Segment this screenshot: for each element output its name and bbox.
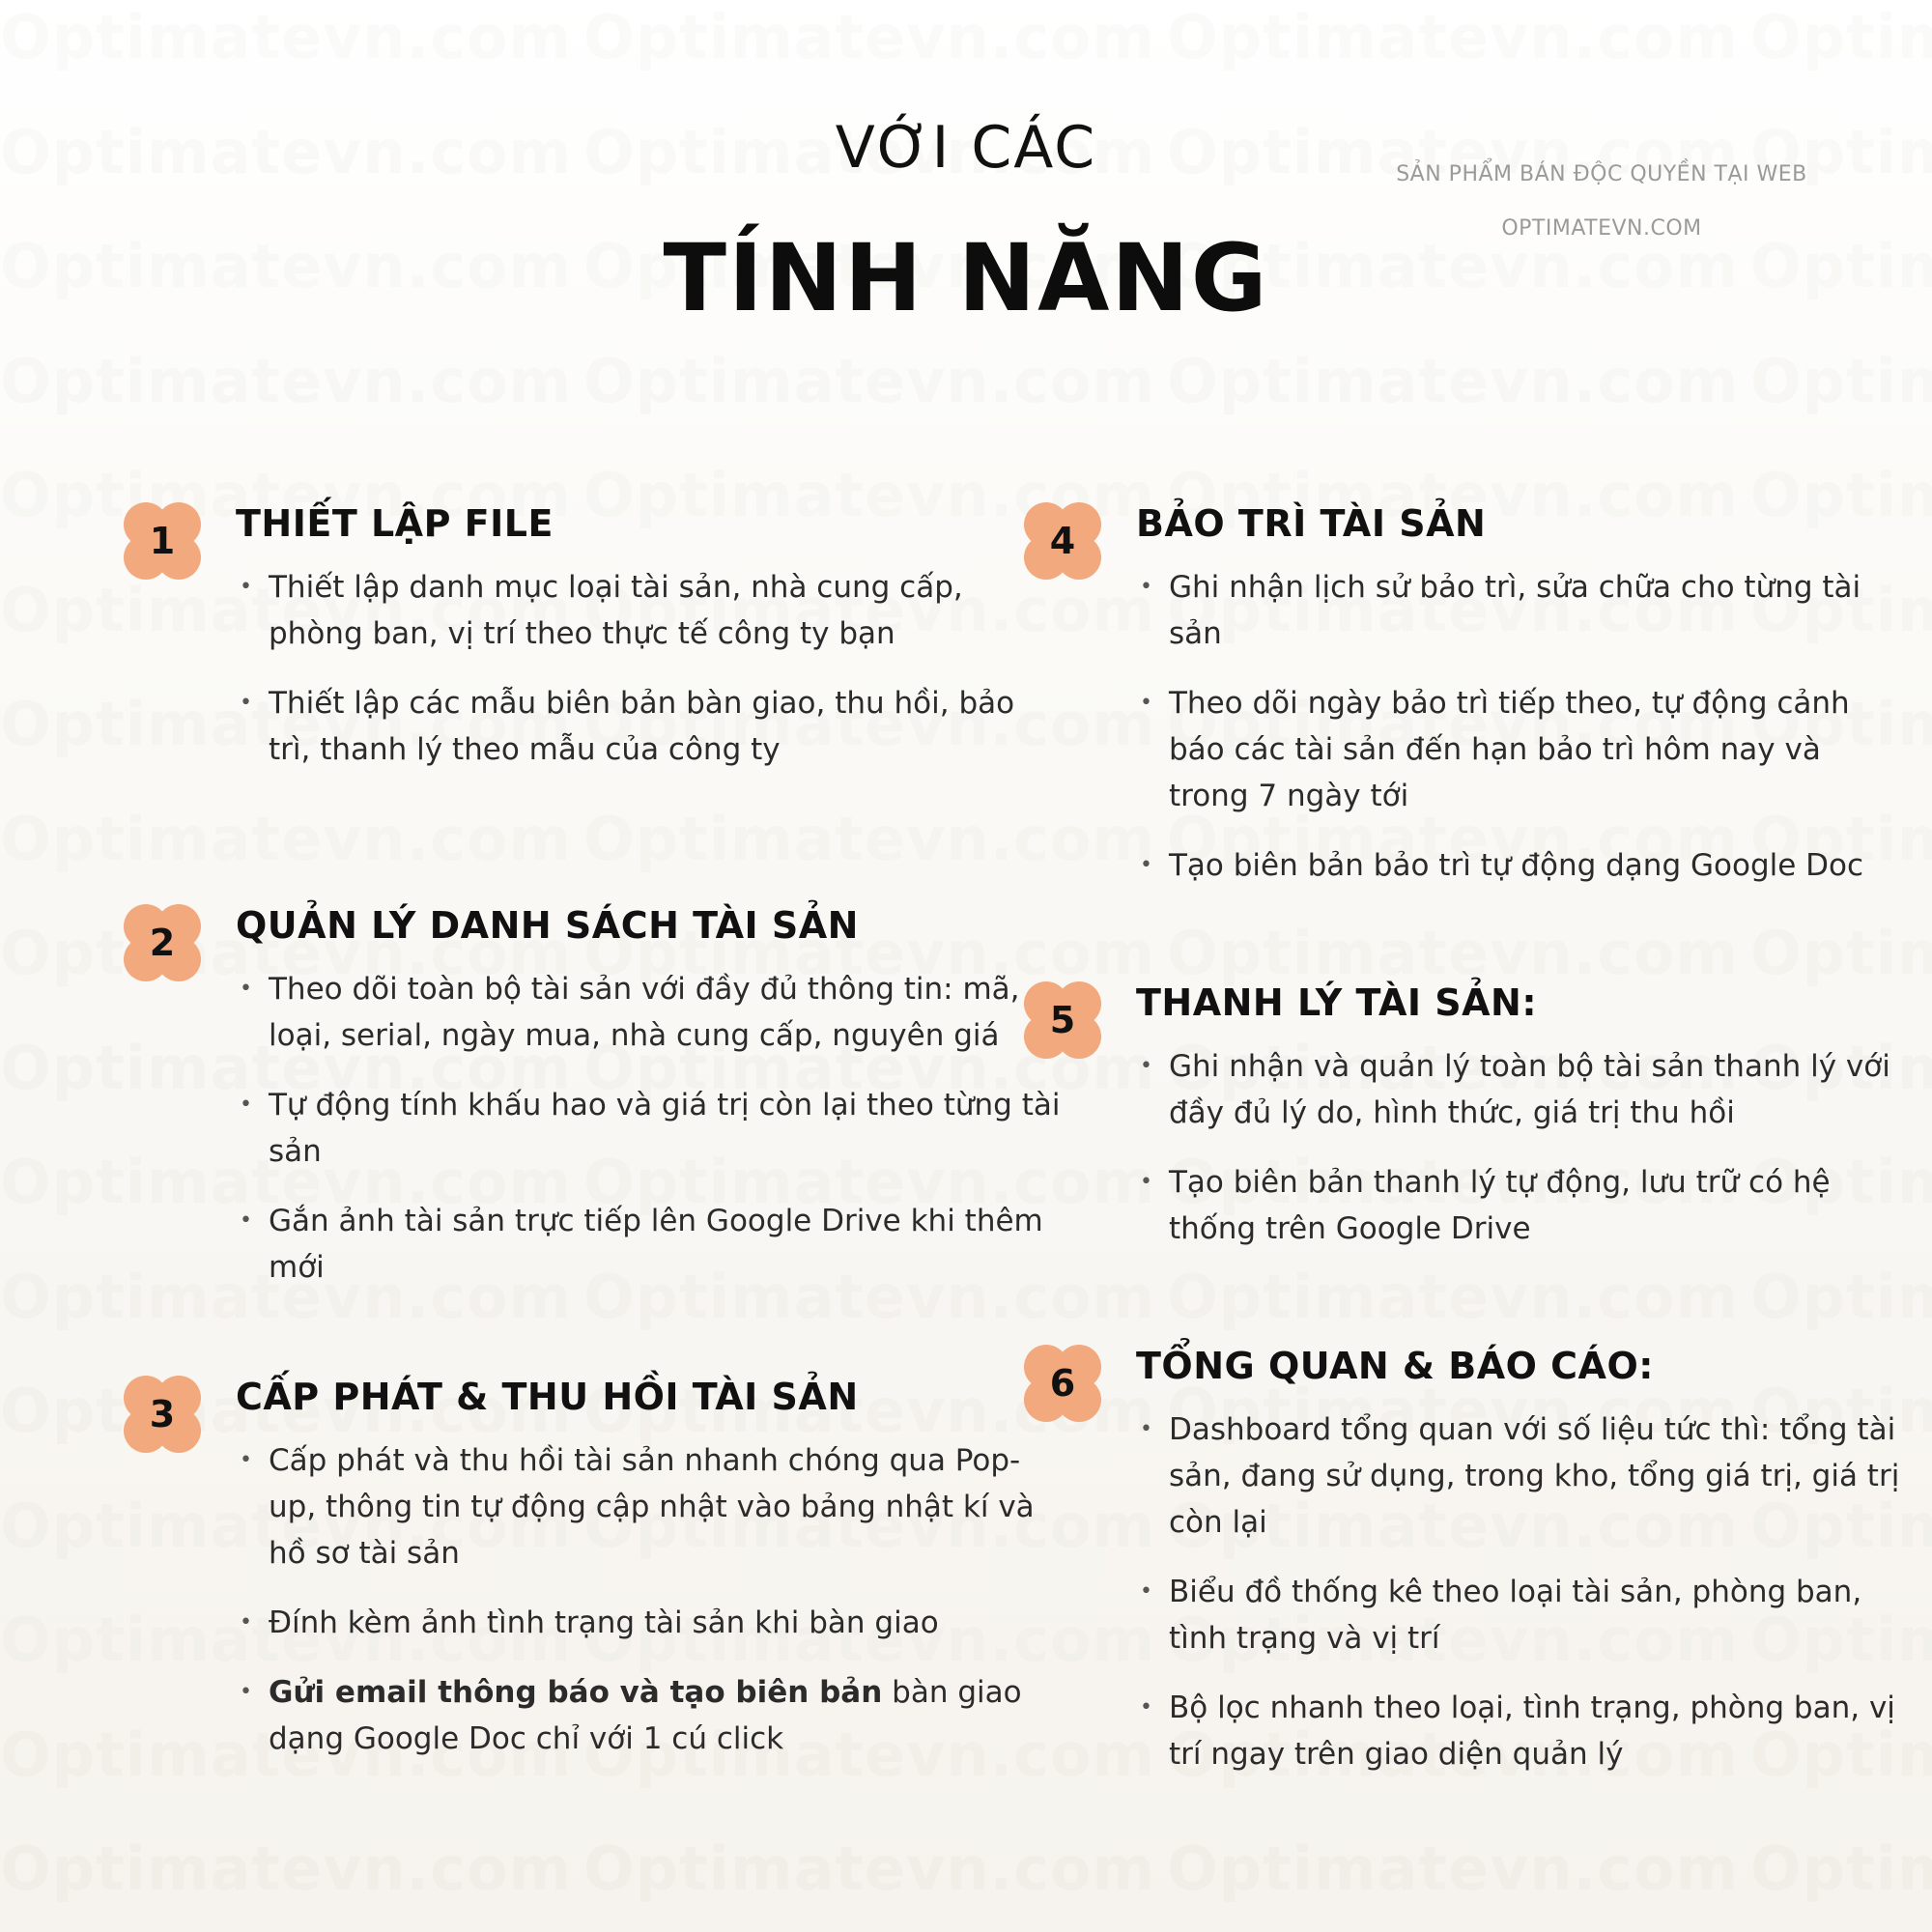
- list-item: • Ghi nhận lịch sử bảo trì, sửa chữa cho từng tài sản: [1169, 564, 1903, 657]
- list-item: • Đính kèm ảnh tình trạng tài sản khi bàn giao: [269, 1600, 1061, 1646]
- list-item: • Tạo biên bản bảo trì tự động dạng Google Doc: [1169, 842, 1903, 889]
- section-title: THIẾT LẬP FILE: [236, 502, 554, 545]
- watermark-text: [1167, 346, 1750, 416]
- header: [0, 0, 1932, 348]
- list-item: [269, 1669, 1061, 1762]
- number-badge: 6: [1024, 1345, 1101, 1422]
- page-pretitle: VỚI CÁC: [835, 114, 1097, 182]
- feature-list: [1169, 1406, 1903, 1801]
- watermark-text: [583, 1833, 1167, 1904]
- list-item: • Thiết lập danh mục loại tài sản, nhà cung cấp, phòng ban, vị trí theo thực tế công ty bạn: [269, 564, 1061, 657]
- list-item: • Cấp phát và thu hồi tài sản nhanh chóng qua Pop-up, thông tin tự động cập nhật vào bảng nhật kí và hồ sơ tài sản: [269, 1437, 1061, 1577]
- watermark-text: [0, 346, 583, 416]
- watermark-text: [0, 804, 583, 874]
- watermark-text: [1750, 1833, 1932, 1904]
- item-text: bàn giao dạng Google Doc chỉ với 1 cú click: [269, 1675, 1022, 1756]
- watermark-text: [0, 1833, 583, 1904]
- section-title: QUẢN LÝ DANH SÁCH TÀI SẢN: [236, 904, 859, 947]
- watermark-text: [1167, 918, 1750, 988]
- feature-list: [269, 966, 1061, 1314]
- feature-list: [1169, 1043, 1903, 1275]
- bold-text: Gửi email thông báo và tạo biên bản: [269, 1675, 883, 1710]
- section-title: TỔNG QUAN & BÁO CÁO:: [1136, 1345, 1654, 1387]
- number-badge: 1: [124, 502, 201, 580]
- number-badge: 2: [124, 904, 201, 981]
- watermark-text: [1750, 346, 1932, 416]
- list-item: • Thiết lập các mẫu biên bản bàn giao, thu hồi, bảo trì, thanh lý theo mẫu của công ty: [269, 680, 1061, 773]
- watermark-row: [0, 1833, 1932, 1904]
- number-badge: 4: [1024, 502, 1101, 580]
- feature-list: [1169, 564, 1903, 912]
- list-item: • Tự động tính khấu hao và giá trị còn lại theo từng tài sản: [269, 1082, 1061, 1175]
- section-title: BẢO TRÌ TÀI SẢN: [1136, 502, 1487, 545]
- feature-list: [269, 564, 1061, 796]
- feature-list: [269, 1437, 1061, 1785]
- section-title: CẤP PHÁT & THU HỒI TÀI SẢN: [236, 1376, 859, 1418]
- list-item: • Biểu đồ thống kê theo loại tài sản, phòng ban, tình trạng và vị trí: [1169, 1569, 1903, 1662]
- page-title: TÍNH NĂNG: [663, 224, 1269, 332]
- list-item: • Theo dõi toàn bộ tài sản với đầy đủ thông tin: mã, loại, serial, ngày mua, nhà cung cấp, nguyên giá: [269, 966, 1061, 1059]
- number-badge: 3: [124, 1376, 201, 1453]
- watermark-text: [583, 346, 1167, 416]
- website-note: OPTIMATEVN.COM: [1501, 216, 1702, 241]
- number-badge: 5: [1024, 981, 1101, 1059]
- list-item: • Ghi nhận và quản lý toàn bộ tài sản thanh lý với đầy đủ lý do, hình thức, giá trị thu hồi: [1169, 1043, 1903, 1136]
- watermark-text: [1750, 918, 1932, 988]
- list-item: • Gắn ảnh tài sản trực tiếp lên Google Drive khi thêm mới: [269, 1198, 1061, 1291]
- watermark-text: [1750, 460, 1932, 530]
- watermark-row: [0, 346, 1932, 416]
- list-item: • Bộ lọc nhanh theo loại, tình trạng, phòng ban, vị trí ngay trên giao diện quản lý: [1169, 1685, 1903, 1777]
- list-item: • Theo dõi ngày bảo trì tiếp theo, tự động cảnh báo các tài sản đến hạn bảo trì hôm nay và trong 7 ngày tới: [1169, 680, 1903, 819]
- watermark-text: [583, 804, 1167, 874]
- list-item: • Tạo biên bản thanh lý tự động, lưu trữ có hệ thống trên Google Drive: [1169, 1159, 1903, 1252]
- list-item: • Dashboard tổng quan với số liệu tức thì: tổng tài sản, đang sử dụng, trong kho, tổng giá trị, giá trị còn lại: [1169, 1406, 1903, 1546]
- section-title: THANH LÝ TÀI SẢN:: [1136, 981, 1538, 1024]
- exclusive-note: SẢN PHẨM BÁN ĐỘC QUYỀN TẠI WEB: [1396, 162, 1807, 186]
- watermark-text: [1167, 1833, 1750, 1904]
